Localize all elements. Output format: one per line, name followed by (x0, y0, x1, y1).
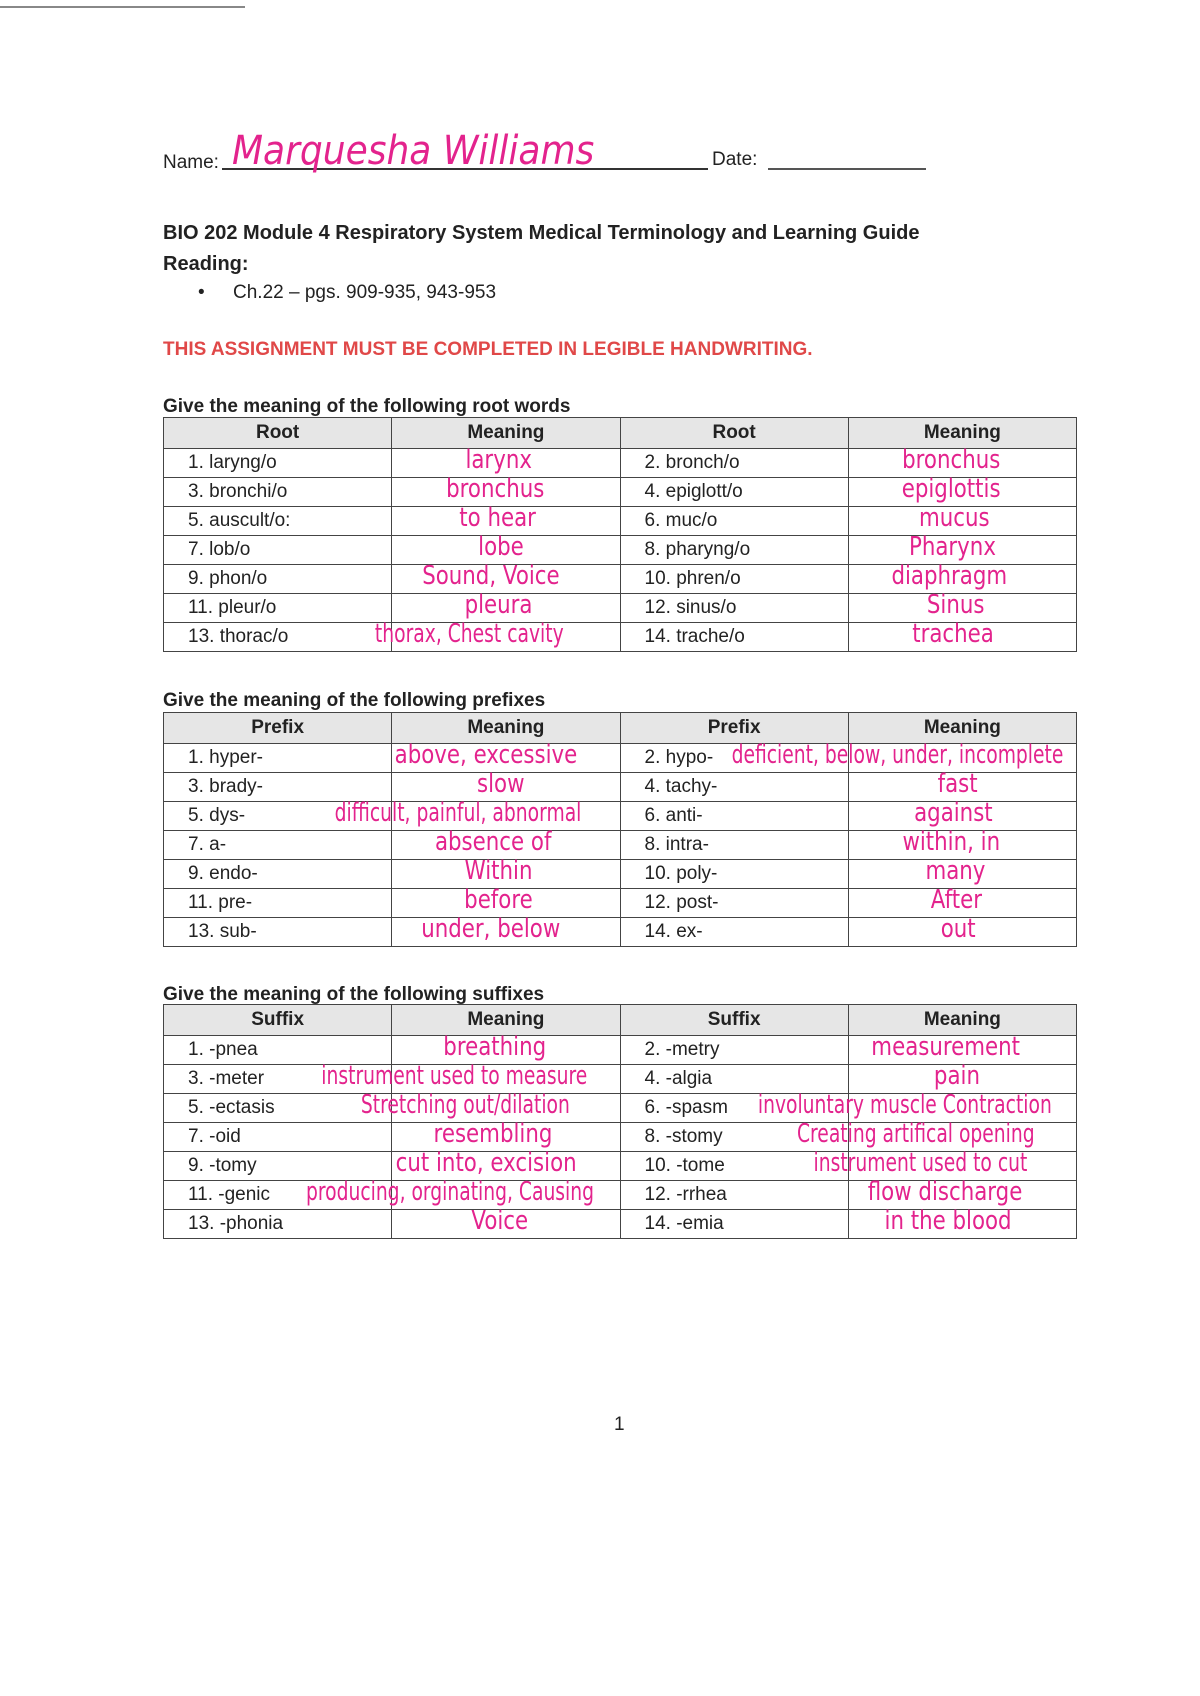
handwritten-answer: to hear (459, 503, 536, 533)
handwritten-answer: instrument used to measure (321, 1061, 588, 1091)
handwritten-answer: pleura (464, 590, 533, 620)
handwritten-answer: larynx (465, 445, 532, 475)
term-cell: 11. pleur/o (164, 594, 392, 623)
handwritten-answer: out (941, 914, 977, 944)
handwritten-answer: epiglottis (902, 474, 1001, 504)
term-cell: 6. anti- (620, 802, 848, 831)
handwritten-answer: before (464, 885, 533, 915)
handwritten-answer: pain (934, 1061, 981, 1091)
term-cell: 7. a- (164, 831, 392, 860)
handwritten-answer: instrument used to cut (813, 1148, 1028, 1178)
term-cell: 7. -oid (164, 1123, 392, 1152)
column-header: Suffix (620, 1005, 848, 1036)
page-number: 1 (614, 1414, 625, 1435)
handwritten-answer: Pharynx (909, 532, 997, 562)
term-cell: 3. bronchi/o (164, 478, 392, 507)
term-cell: 8. pharyng/o (620, 536, 848, 565)
term-cell: 2. bronch/o (620, 449, 848, 478)
term-cell: 6. -spasm (620, 1094, 848, 1123)
table-row (164, 623, 1077, 652)
handwritten-answer: mucus (919, 503, 990, 533)
term-cell: 2. -metry (620, 1036, 848, 1065)
term-cell: 9. -tomy (164, 1152, 392, 1181)
term-cell: 13. -phonia (164, 1210, 392, 1239)
term-cell: 11. -genic (164, 1181, 392, 1210)
handwritten-answer: within, in (902, 827, 1001, 857)
term-cell: 10. poly- (620, 860, 848, 889)
term-cell: 4. -algia (620, 1065, 848, 1094)
term-cell: 10. phren/o (620, 565, 848, 594)
term-cell: 10. -tome (620, 1152, 848, 1181)
handwritten-answer: Sound, Voice (422, 561, 560, 591)
term-cell: 8. intra- (620, 831, 848, 860)
term-cell: 1. laryng/o (164, 449, 392, 478)
meaning-cell[interactable] (848, 619, 1076, 652)
handwritten-answer: Within (464, 856, 533, 886)
meaning-cell[interactable] (374, 619, 620, 652)
document-title: BIO 202 Module 4 Respiratory System Medical Terminology and Learning Guide (163, 222, 920, 244)
term-cell: 7. lob/o (164, 536, 392, 565)
handwritten-answer: trachea (912, 619, 995, 649)
handwritten-answer: flow discharge (868, 1177, 1023, 1207)
handwritten-answer: many (925, 856, 986, 886)
column-header: Meaning (392, 1005, 620, 1036)
handwritten-answer: resembling (433, 1119, 553, 1149)
term-cell: 9. endo- (164, 860, 392, 889)
handwritten-answer: breathing (443, 1032, 547, 1062)
handwriting-notice: THIS ASSIGNMENT MUST BE COMPLETED IN LEGIBLE HANDWRITING. (163, 339, 813, 360)
term-cell: 3. -meter (164, 1065, 392, 1094)
handwritten-answer: After (931, 885, 983, 915)
term-cell: 12. -rrhea (620, 1181, 848, 1210)
term-cell: 12. post- (620, 889, 848, 918)
handwritten-answer: against (914, 798, 994, 828)
column-header: Meaning (848, 713, 1076, 744)
term-cell: 5. dys- (164, 802, 392, 831)
handwritten-answer: fast (937, 769, 978, 799)
scan-edge-line (0, 6, 245, 8)
handwritten-answer: producing, orginating, Causing (305, 1177, 594, 1207)
date-underline[interactable] (768, 168, 926, 170)
term-cell: 14. trache/o (620, 623, 848, 652)
term-cell: 13. sub- (164, 918, 392, 947)
suffixes-heading: Give the meaning of the following suffixes (163, 984, 545, 1005)
term-cell: 14. -emia (620, 1210, 848, 1239)
handwritten-answer: Creating artifical opening (797, 1119, 1035, 1149)
prefixes-table (163, 712, 1077, 947)
term-cell: 11. pre- (164, 889, 392, 918)
term-cell: 4. epiglott/o (620, 478, 848, 507)
term-cell: 1. -pnea (164, 1036, 392, 1065)
column-header: Meaning (392, 418, 620, 449)
handwritten-answer: difficult, painful, abnormal (334, 798, 582, 828)
term-cell: 4. tachy- (620, 773, 848, 802)
roots-heading: Give the meaning of the following root words (163, 396, 571, 417)
reading-label: Reading: (163, 253, 249, 275)
term-cell: 9. phon/o (164, 565, 392, 594)
header-row (164, 418, 1077, 449)
column-header: Suffix (164, 1005, 392, 1036)
handwritten-answer: deficient, below, under, incomplete (731, 740, 1064, 770)
roots-table (163, 417, 1077, 652)
table-row (164, 1210, 1077, 1239)
handwritten-answer: thorax, Chest cavity (374, 619, 564, 649)
suffixes-table (163, 1004, 1077, 1239)
table-row (164, 918, 1077, 947)
handwritten-answer: above, excessive (394, 740, 578, 770)
reading-item: Ch.22 – pgs. 909-935, 943-953 (233, 282, 497, 303)
handwritten-answer: bronchus (445, 474, 545, 504)
name-label: Name: (163, 152, 219, 173)
handwritten-answer: Voice (471, 1206, 529, 1236)
term-cell: 14. ex- (620, 918, 848, 947)
handwritten-answer: under, below (421, 914, 561, 944)
handwritten-answer: lobe (478, 532, 524, 562)
handwritten-answer: bronchus (902, 445, 1001, 475)
term-cell: 8. -stomy (620, 1123, 848, 1152)
column-header: Root (164, 418, 392, 449)
handwritten-answer: in the blood (884, 1206, 1012, 1236)
handwritten-answer: slow (476, 769, 525, 799)
term-cell: 2. hypo- (620, 744, 848, 773)
name-value[interactable]: Marquesha Williams (232, 128, 595, 174)
meaning-cell[interactable] (392, 1206, 620, 1239)
column-header: Prefix (620, 713, 848, 744)
handwritten-answer: involuntary muscle Contraction (758, 1090, 1053, 1120)
column-header: Prefix (164, 713, 392, 744)
date-label: Date: (712, 149, 758, 170)
handwritten-answer: absence of (434, 827, 552, 857)
bullet-icon: • (198, 282, 205, 303)
term-cell: 5. auscult/o: (164, 507, 392, 536)
prefixes-heading: Give the meaning of the following prefixes (163, 690, 546, 711)
term-cell: 13. thorac/o (164, 623, 392, 652)
handwritten-answer: Stretching out/dilation (360, 1090, 570, 1120)
column-header: Meaning (848, 418, 1076, 449)
handwritten-answer: diaphragm (891, 561, 1008, 591)
column-header: Meaning (392, 713, 620, 744)
column-header: Root (620, 418, 848, 449)
handwritten-answer: Sinus (927, 590, 985, 620)
meaning-cell[interactable] (848, 914, 1076, 947)
column-header: Meaning (848, 1005, 1076, 1036)
handwritten-answer: measurement (871, 1032, 1021, 1062)
meaning-cell[interactable] (848, 1206, 1076, 1239)
term-cell: 6. muc/o (620, 507, 848, 536)
term-cell: 3. brady- (164, 773, 392, 802)
table-row (164, 889, 1077, 918)
term-cell: 1. hyper- (164, 744, 392, 773)
meaning-cell[interactable] (392, 914, 620, 947)
handwritten-answer: cut into, excision (395, 1148, 577, 1178)
term-cell: 5. -ectasis (164, 1094, 392, 1123)
header-row (164, 1005, 1077, 1036)
header-row (164, 713, 1077, 744)
term-cell: 12. sinus/o (620, 594, 848, 623)
